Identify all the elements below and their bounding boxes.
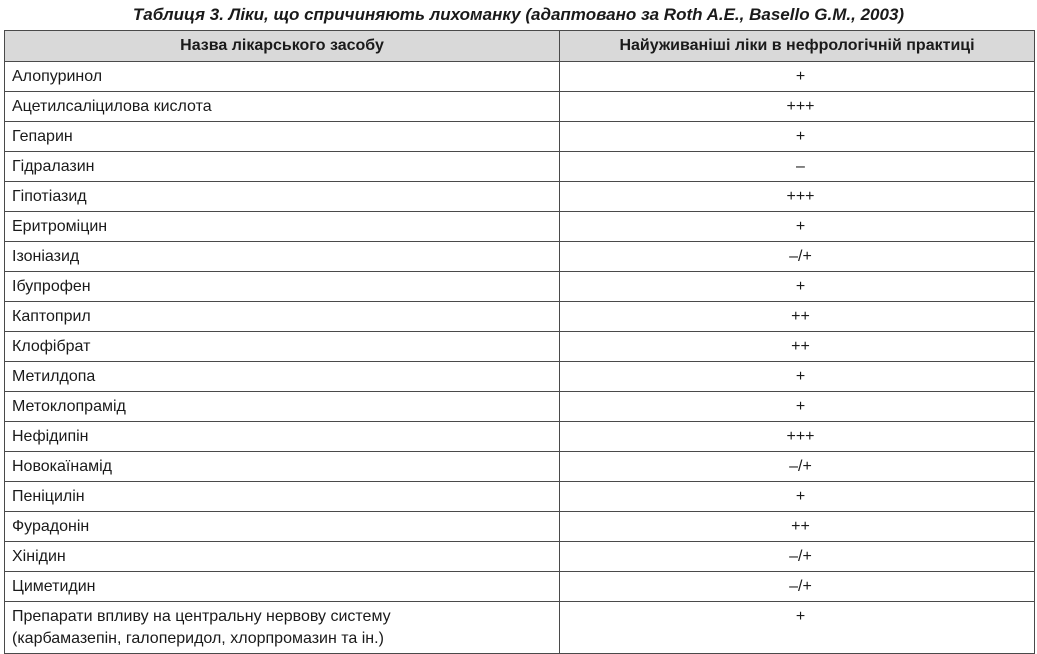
usage-mark-cell: –/+ — [560, 572, 1035, 602]
usage-mark-cell: –/+ — [560, 542, 1035, 572]
usage-mark-cell: + — [560, 362, 1035, 392]
usage-mark-cell: – — [560, 152, 1035, 182]
usage-mark-cell: ++ — [560, 512, 1035, 542]
table-row — [5, 542, 1035, 572]
usage-mark-cell: +++ — [560, 92, 1035, 122]
usage-mark-cell: +++ — [560, 182, 1035, 212]
drug-name-cell: Клофібрат — [5, 332, 560, 362]
table-row — [5, 482, 1035, 512]
table-row — [5, 92, 1035, 122]
table-row — [5, 572, 1035, 602]
table-row — [5, 602, 1035, 654]
drug-name-cell: Циметидин — [5, 572, 560, 602]
drug-name-cell: Ібупрофен — [5, 272, 560, 302]
table-row — [5, 272, 1035, 302]
table-row — [5, 212, 1035, 242]
table-row — [5, 302, 1035, 332]
usage-mark-cell: ++ — [560, 302, 1035, 332]
table-row — [5, 512, 1035, 542]
drug-name-cell: Ацетилсаліцилова кислота — [5, 92, 560, 122]
table-row — [5, 122, 1035, 152]
drug-name-cell: Гепарин — [5, 122, 560, 152]
usage-mark-cell: + — [560, 482, 1035, 512]
drug-name-cell: Новокаїнамід — [5, 452, 560, 482]
usage-mark-cell: + — [560, 602, 1035, 654]
drug-fever-table — [4, 30, 1035, 654]
drug-name-cell: Метоклопрамід — [5, 392, 560, 422]
drug-name-cell: Гіпотіазид — [5, 182, 560, 212]
usage-mark-cell: + — [560, 122, 1035, 152]
table-row — [5, 362, 1035, 392]
table-caption: Таблиця 3. Ліки, що спричиняють лихоманку (адаптовано за Roth A.E., Basello G.M., 2003) — [132, 5, 905, 24]
table-row — [5, 62, 1035, 92]
table-row — [5, 422, 1035, 452]
drug-name-cell: Метилдопа — [5, 362, 560, 392]
table-header-row — [5, 31, 1035, 62]
usage-mark-cell: –/+ — [560, 452, 1035, 482]
table-row — [5, 152, 1035, 182]
table-row — [5, 182, 1035, 212]
drug-name-cell: Пеніцилін — [5, 482, 560, 512]
usage-mark-cell: –/+ — [560, 242, 1035, 272]
usage-mark-cell: + — [560, 212, 1035, 242]
drug-name-cell: Фурадонін — [5, 512, 560, 542]
drug-name-line: Препарати впливу на центральну нервову систему — [12, 608, 391, 625]
drug-name-cell: Гідралазин — [5, 152, 560, 182]
drug-name-cell: Нефідипін — [5, 422, 560, 452]
table-row — [5, 392, 1035, 422]
usage-mark-cell: + — [560, 62, 1035, 92]
drug-name-cell: Хінідин — [5, 542, 560, 572]
table-row — [5, 332, 1035, 362]
drug-name-line: (карбамазепін, галоперидол, хлорпромазин та ін.) — [12, 630, 384, 647]
usage-mark-cell: + — [560, 272, 1035, 302]
table-row — [5, 242, 1035, 272]
column-header-usage: Найуживаніші ліки в нефрологічній практиці — [560, 31, 1035, 62]
drug-name-cell — [5, 602, 560, 654]
drug-name-cell: Ізоніазид — [5, 242, 560, 272]
usage-mark-cell: ++ — [560, 332, 1035, 362]
usage-mark-cell: + — [560, 392, 1035, 422]
drug-name-cell: Каптоприл — [5, 302, 560, 332]
usage-mark-cell: +++ — [560, 422, 1035, 452]
drug-name-cell: Алопуринол — [5, 62, 560, 92]
drug-name-cell: Еритроміцин — [5, 212, 560, 242]
column-header-drug: Назва лікарського засобу — [5, 31, 560, 62]
table-row — [5, 452, 1035, 482]
